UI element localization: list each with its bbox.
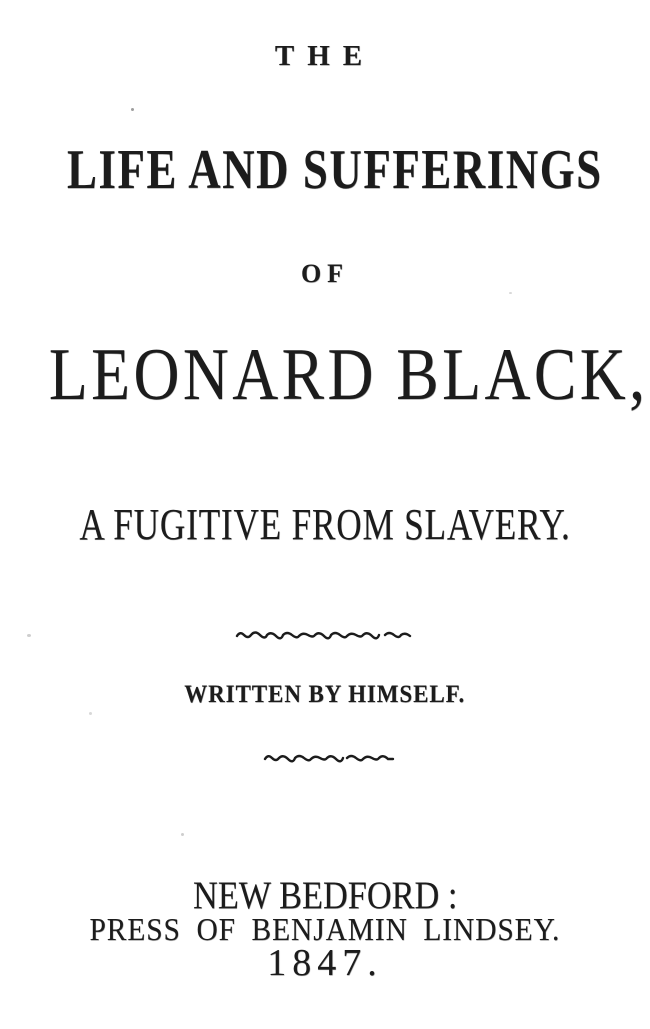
- imprint-press-text: PRESS OF BENJAMIN LINDSEY.: [89, 911, 561, 947]
- imprint-year-text: 1847.: [267, 942, 383, 984]
- book-title: [0, 139, 650, 201]
- wavy-rule-divider-bottom: [263, 751, 397, 765]
- book-subtitle-text: A FUGITIVE FROM SLAVERY.: [79, 500, 571, 549]
- imprint-press: [0, 913, 650, 945]
- byline-text: WRITTEN BY HIMSELF.: [184, 681, 466, 708]
- title-connector-text: OF: [300, 259, 350, 288]
- author-name-text: LEONARD BLACK,: [48, 334, 649, 416]
- scan-speck: [131, 108, 134, 111]
- title-article-text: THE: [274, 40, 376, 72]
- scan-speck: [509, 292, 512, 294]
- book-title-text: LIFE AND SUFFERINGS: [66, 139, 603, 201]
- byline: [0, 682, 650, 707]
- book-subtitle: [0, 500, 650, 549]
- scan-speck: [89, 712, 92, 715]
- scan-speck: [27, 634, 31, 637]
- wavy-rule-divider-top: [235, 628, 415, 642]
- title-article: [0, 42, 650, 71]
- scan-speck: [181, 833, 184, 836]
- imprint-year: [0, 944, 650, 982]
- title-connector: [0, 261, 650, 287]
- imprint-city-text: NEW BEDFORD :: [192, 874, 458, 917]
- imprint-city: [0, 876, 650, 915]
- author-name: [0, 334, 650, 416]
